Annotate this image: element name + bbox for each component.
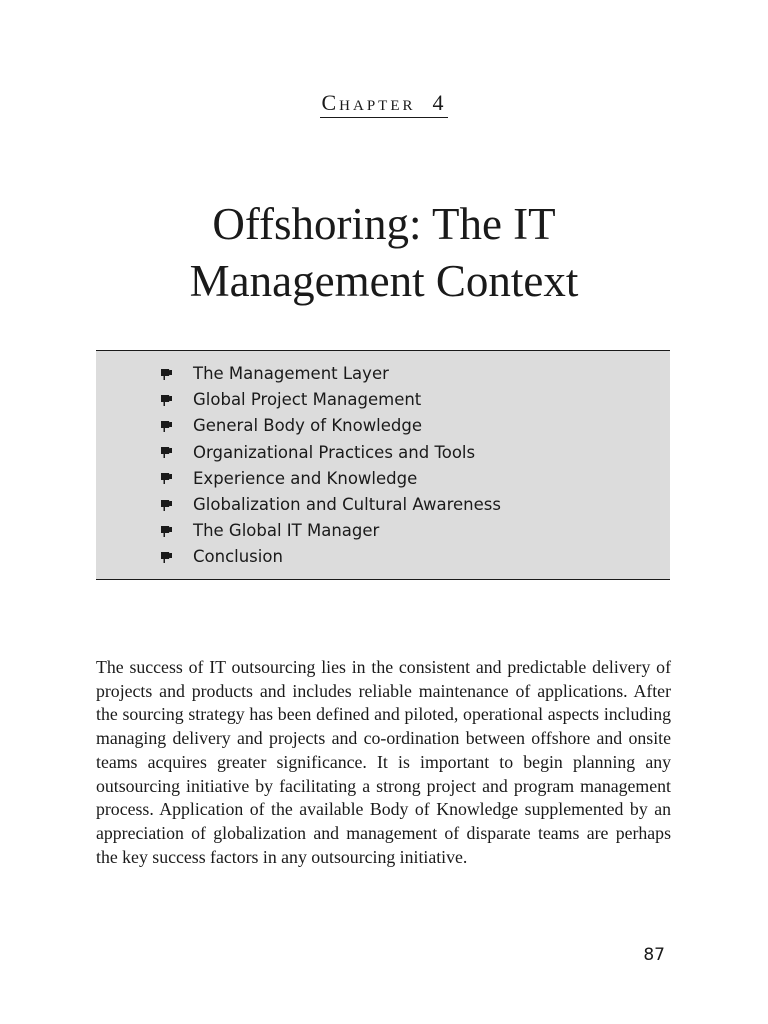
pushpin-bullet-icon [160, 525, 193, 538]
list-item [160, 544, 501, 570]
pushpin-bullet-icon [160, 368, 193, 381]
contents-item-label: The Global IT Manager [193, 521, 380, 541]
contents-item-label: Experience and Knowledge [193, 468, 418, 488]
pushpin-bullet-icon [160, 551, 193, 564]
contents-item-label: Conclusion [193, 547, 283, 567]
list-item [160, 466, 501, 492]
contents-item-label: General Body of Knowledge [193, 416, 423, 436]
list-item [160, 387, 501, 413]
pushpin-bullet-icon [160, 499, 193, 512]
pushpin-bullet-icon [160, 394, 193, 407]
contents-item-label: The Management Layer [193, 364, 389, 383]
pushpin-bullet-icon [160, 472, 193, 485]
page-number: 87 [643, 945, 665, 965]
pushpin-bullet-icon [160, 446, 193, 459]
list-item [160, 492, 501, 518]
list-item [160, 413, 501, 439]
list-item [160, 518, 501, 544]
chapter-title-line-2: Management Context [189, 256, 579, 306]
list-item [160, 440, 501, 466]
list-item [160, 361, 501, 387]
contents-item-label: Organizational Practices and Tools [193, 442, 476, 462]
body-paragraph: The success of IT outsourcing lies in the consistent and predictable delivery of projects and products and includes reliable maintenance of applications. After the sourcing strategy has been defined and piloted, operational aspects including managing delivery and projects and co-ordination between offshore and onsite teams acquires greater significance. It is important to begin planning any outsourcing initiative by facilitating a strong project and program management process. Application of the available Body of Knowledge supplemented by an appreciation of globalization and management of disparate teams are perhaps the key success factors in any outsourcing initiative. [96, 657, 671, 867]
chapter-contents-list [160, 351, 501, 571]
chapter-contents-box [96, 350, 670, 580]
contents-item-label: Global Project Management [193, 390, 422, 410]
chapter-title [84, 196, 684, 310]
pushpin-bullet-icon [160, 420, 193, 433]
chapter-heading [320, 90, 447, 118]
chapter-number: 4 [432, 90, 447, 115]
chapter-word: Chapter [321, 90, 416, 115]
chapter-title-line-1: Offshoring: The IT [212, 199, 556, 249]
chapter-label [0, 90, 768, 118]
contents-item-label: Globalization and Cultural Awareness [193, 495, 501, 515]
